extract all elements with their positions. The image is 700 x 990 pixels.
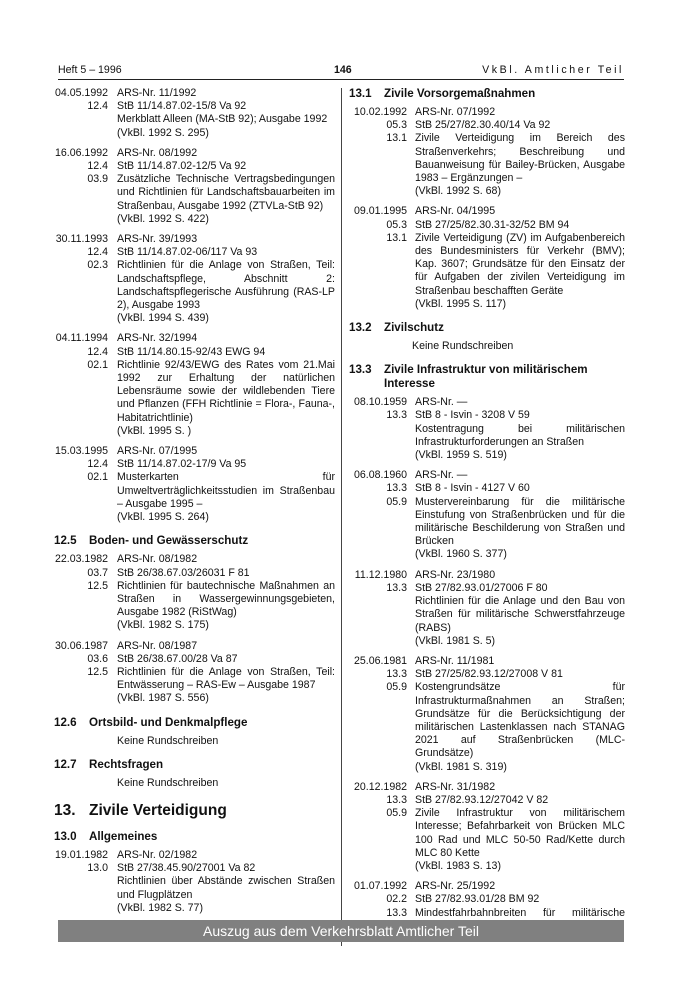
entry-line bbox=[40, 666, 335, 692]
publication-reference: (VkBl. 1992 S. 68) bbox=[415, 185, 501, 198]
entry-line bbox=[349, 893, 625, 906]
issue-label: Heft 5 – 1996 bbox=[58, 64, 122, 76]
section-number: 12.5 bbox=[54, 534, 77, 548]
page-header bbox=[58, 64, 624, 78]
right-column bbox=[349, 87, 625, 940]
entry-line bbox=[349, 482, 625, 495]
circular-number: ARS-Nr. 08/1982 bbox=[117, 553, 198, 566]
entry-line bbox=[349, 781, 625, 794]
classification-code: 05.3 bbox=[386, 218, 407, 231]
entry-date: 04.05.1992 bbox=[54, 87, 108, 99]
circular-number: ARS-Nr. 02/1982 bbox=[117, 848, 198, 861]
classification-code: 12.5 bbox=[87, 579, 108, 592]
entry-line bbox=[40, 259, 335, 312]
circular-entry bbox=[40, 87, 335, 140]
file-reference: StB 26/38.67.00/28 Va 87 bbox=[117, 652, 238, 665]
circular-number: ARS-Nr. 08/1987 bbox=[117, 639, 198, 652]
circular-entry bbox=[349, 781, 625, 873]
entry-line bbox=[349, 807, 625, 860]
circular-number: ARS-Nr. 07/1992 bbox=[415, 106, 496, 118]
section-number: 12.6 bbox=[54, 715, 77, 729]
no-circulars-note: Keine Rundschreiben bbox=[117, 776, 219, 789]
circular-number: ARS-Nr. — bbox=[415, 396, 468, 409]
entry-date: 22.03.1982 bbox=[54, 553, 108, 566]
circular-number: ARS-Nr. 04/1995 bbox=[415, 205, 496, 218]
entries-12-5 bbox=[40, 553, 335, 705]
entry-date: 20.12.1982 bbox=[353, 780, 407, 793]
circular-number: ARS-Nr. 32/1994 bbox=[117, 332, 198, 345]
circular-entry bbox=[40, 445, 335, 524]
section-number: 12.7 bbox=[54, 757, 77, 771]
file-reference: StB 27/82.93.12/27042 V 82 bbox=[415, 793, 549, 806]
classification-code: 05.3 bbox=[386, 119, 407, 132]
publication-reference: (VkBl. 1960 S. 377) bbox=[415, 548, 507, 561]
section-title: Boden- und Gewässerschutz bbox=[89, 534, 249, 548]
entry-line bbox=[40, 567, 335, 580]
circular-entry bbox=[349, 106, 625, 198]
file-reference: StB 11/14.80.15-92/43 EWG 94 bbox=[117, 345, 266, 358]
entry-date: 08.10.1959 bbox=[353, 396, 407, 409]
chapter-number: 13. bbox=[54, 801, 76, 819]
circular-number: ARS-Nr. 31/1982 bbox=[415, 780, 496, 793]
section-title: Allgemeines bbox=[89, 829, 158, 843]
circular-number: ARS-Nr. 11/1992 bbox=[117, 87, 197, 99]
publication-reference: (VkBl. 1992 S. 422) bbox=[117, 212, 209, 225]
classification-code: 12.4 bbox=[87, 160, 108, 173]
entry-date: 09.01.1995 bbox=[353, 205, 407, 218]
file-reference: StB 27/25/82.30.31-32/52 BM 94 bbox=[415, 218, 570, 231]
publication-reference: (VkBl. 1981 S. 5) bbox=[415, 634, 496, 647]
entry-date: 01.07.1992 bbox=[353, 880, 407, 893]
entry-date: 11.12.1980 bbox=[354, 568, 407, 581]
column-divider bbox=[341, 88, 342, 946]
entry-line bbox=[349, 569, 625, 582]
entry-line bbox=[40, 160, 335, 173]
entry-line bbox=[40, 113, 335, 126]
entry-date: 30.06.1987 bbox=[54, 639, 108, 652]
classification-code: 12.5 bbox=[87, 665, 108, 678]
section-heading-13-1 bbox=[349, 87, 625, 101]
section-heading-12-5 bbox=[40, 534, 335, 548]
circular-entry bbox=[349, 205, 625, 311]
entry-line bbox=[40, 445, 335, 458]
entry-title: Musterkarten für Umweltverträglichkeitsstudien im Straßenbau – Ausgabe 1995 – bbox=[117, 471, 335, 510]
entry-line bbox=[349, 219, 625, 232]
publication-reference: (VkBl. 1987 S. 556) bbox=[117, 692, 209, 705]
section-heading-13-0 bbox=[40, 830, 335, 844]
circular-entry bbox=[40, 640, 335, 706]
classification-code: 05.9 bbox=[386, 681, 407, 694]
entry-line bbox=[40, 233, 335, 246]
entry-line bbox=[349, 119, 625, 132]
publication-reference: (VkBl. 1982 S. 77) bbox=[117, 901, 203, 914]
entry-title: Richtlinien für die Anlage und den Bau von Straßen für militärische Schwerstfahrzeuge (RABS) bbox=[415, 595, 625, 634]
entry-date: 30.11.1993 bbox=[55, 233, 108, 246]
file-reference: StB 11/14.87.02-17/9 Va 95 bbox=[117, 458, 247, 471]
section-heading-13-3 bbox=[349, 363, 625, 391]
entry-line bbox=[349, 205, 625, 218]
entry-title: Mustervereinbarung für die militärische Einstufung von Straßenbrücken und für die militärische Beschilderung von Straßen und Brücken bbox=[415, 495, 625, 548]
page-number: 146 bbox=[334, 64, 352, 76]
file-reference: StB 11/14.87.02-06/117 Va 93 bbox=[117, 246, 258, 259]
publication-reference: (VkBl. 1992 S. 295) bbox=[117, 126, 209, 139]
entry-line bbox=[40, 100, 335, 113]
entry-title: Zivile Verteidigung im Bereich des Straßenverkehrs; Beschreibung und Bauanweisung für Bailey-Brücken, Ausgabe 1983 – Ergänzungen – bbox=[415, 132, 625, 185]
circular-entry bbox=[349, 655, 625, 774]
entry-title: Zivile Verteidigung (ZV) im Aufgabenbereich des Bundesministers für Verkehr (BMV); Kap. 3607; Grundsätze für den Einsatz der für Aufgaben der zivilen Verteidigung im Straßenbau beschafften Geräte bbox=[415, 231, 625, 297]
chapter-heading-13 bbox=[40, 802, 335, 820]
entry-line bbox=[40, 458, 335, 471]
classification-code: 12.4 bbox=[87, 345, 108, 358]
entry-date: 06.08.1960 bbox=[353, 469, 407, 482]
entry-line bbox=[349, 655, 625, 668]
circular-entry bbox=[40, 849, 335, 915]
entry-date: 10.02.1992 bbox=[353, 106, 407, 118]
entry-line bbox=[40, 332, 335, 345]
entry-date: 04.11.1994 bbox=[55, 332, 108, 345]
classification-code: 02.3 bbox=[87, 259, 108, 272]
file-reference: StB 8 - Isvin - 3208 V 59 bbox=[415, 409, 530, 422]
section-title: Zivilschutz bbox=[384, 321, 444, 335]
file-reference: StB 27/82.93.01/27006 F 80 bbox=[415, 581, 548, 594]
entry-line bbox=[40, 653, 335, 666]
left-column bbox=[40, 87, 335, 922]
section-number: 13.0 bbox=[54, 829, 77, 843]
entry-date: 25.06.1981 bbox=[353, 654, 407, 667]
header-rule bbox=[58, 79, 624, 80]
entry-line bbox=[40, 147, 335, 160]
classification-code: 13.3 bbox=[386, 793, 407, 806]
classification-code: 05.9 bbox=[386, 807, 407, 820]
file-reference: StB 27/82.93.01/28 BM 92 bbox=[415, 893, 540, 906]
entry-line bbox=[40, 246, 335, 259]
entries-13-0 bbox=[40, 849, 335, 915]
entry-line bbox=[40, 553, 335, 566]
classification-code: 12.4 bbox=[87, 458, 108, 471]
circular-number: ARS-Nr. 23/1980 bbox=[415, 568, 496, 581]
publication-reference: (VkBl. 1981 S. 319) bbox=[415, 760, 507, 773]
classification-code: 02.1 bbox=[87, 471, 108, 484]
circular-number: ARS-Nr. 08/1992 bbox=[117, 146, 198, 159]
section-number: 13.2 bbox=[349, 321, 372, 335]
entry-line bbox=[40, 849, 335, 862]
classification-code: 13.1 bbox=[386, 132, 407, 145]
circular-entry bbox=[40, 332, 335, 438]
entries-12-4 bbox=[40, 87, 335, 524]
classification-code: 02.1 bbox=[87, 358, 108, 371]
classification-code: 05.9 bbox=[386, 495, 407, 508]
publication-title: VkBl. Amtlicher Teil bbox=[482, 64, 624, 76]
section-title: Zivile Infrastruktur von militärischem Interesse bbox=[384, 363, 588, 391]
entry-line bbox=[40, 580, 335, 620]
entry-line bbox=[349, 423, 625, 449]
entry-line bbox=[40, 875, 335, 901]
publication-reference: (VkBl. 1983 S. 13) bbox=[415, 859, 501, 872]
classification-code: 12.4 bbox=[87, 246, 108, 259]
entry-line bbox=[349, 469, 625, 482]
entries-13-1 bbox=[349, 106, 625, 311]
entry-line bbox=[40, 640, 335, 653]
classification-code: 13.3 bbox=[386, 409, 407, 422]
circular-entry bbox=[349, 469, 625, 561]
circular-entry bbox=[40, 553, 335, 632]
entry-title: Richtlinien für bautechnische Maßnahmen an Straßen in Wassergewinnungsgebieten, Ausgabe 1982 (RiStWag) bbox=[117, 579, 335, 619]
entry-line bbox=[349, 409, 625, 422]
section-number: 13.1 bbox=[349, 87, 372, 100]
no-circulars-note: Keine Rundschreiben bbox=[412, 340, 514, 353]
entry-date: 19.01.1982 bbox=[54, 848, 108, 861]
entry-line bbox=[349, 880, 625, 893]
publication-reference: (VkBl. 1959 S. 519) bbox=[415, 449, 507, 462]
classification-code: 13.3 bbox=[386, 906, 407, 919]
classification-code: 13.3 bbox=[386, 668, 407, 681]
entry-line bbox=[40, 346, 335, 359]
classification-code: 13.1 bbox=[386, 231, 407, 244]
entry-title: Kostentragung bei militärischen Infrastrukturforderungen an Straßen bbox=[415, 422, 625, 448]
entry-line bbox=[349, 396, 625, 409]
chapter-title: Zivile Verteidigung bbox=[89, 801, 227, 819]
entry-title: Zusätzliche Technische Vertragsbedingungen und Richtlinien für Landschaftsbauarbeiten im Straßenbau, Ausgabe 1992 (ZTVLa-StB 92) bbox=[117, 173, 335, 212]
publication-reference: (VkBl. 1995 S. 117) bbox=[415, 297, 507, 310]
entry-date: 16.06.1992 bbox=[54, 146, 108, 159]
entry-line bbox=[349, 582, 625, 595]
entry-title: Richtlinien über Abstände zwischen Straßen und Flugplätzen bbox=[117, 875, 335, 901]
entry-title: Zivile Infrastruktur von militärischem Interesse; Befahrbarkeit von Brücken MLC 100 Rad und MLC 50-50 Rad/Kette durch MLC 80 Kette bbox=[415, 807, 625, 859]
file-reference: StB 27/38.45.90/27001 Va 82 bbox=[117, 862, 256, 875]
section-heading-12-6 bbox=[40, 716, 335, 730]
classification-code: 13.3 bbox=[386, 482, 407, 495]
entries-13-3 bbox=[349, 396, 625, 933]
entry-date: 15.03.1995 bbox=[54, 445, 108, 458]
publication-reference: (VkBl. 1982 S. 175) bbox=[117, 619, 209, 632]
entry-title: Richtlinien für die Anlage von Straßen, Teil: Landschaftspflege, Abschnitt 2: Landschaftspflegerische Ausführung (RAS-LP 2), Ausgabe 1993 bbox=[117, 259, 335, 312]
classification-code: 03.9 bbox=[87, 173, 108, 186]
publication-reference: (VkBl. 1995 S. ) bbox=[117, 424, 192, 437]
classification-code: 03.6 bbox=[87, 652, 108, 665]
classification-code: 02.2 bbox=[386, 893, 407, 906]
circular-entry bbox=[40, 233, 335, 325]
section-title: Zivile Vorsorgemaßnahmen bbox=[384, 87, 536, 100]
circular-number: ARS-Nr. 07/1995 bbox=[117, 445, 198, 458]
entry-line bbox=[349, 132, 625, 185]
entry-title: Merkblatt Alleen (MA-StB 92); Ausgabe 1992 bbox=[117, 113, 328, 126]
entry-line bbox=[40, 173, 335, 213]
classification-code: 13.3 bbox=[386, 581, 407, 594]
classification-code: 03.7 bbox=[87, 566, 108, 579]
entry-line bbox=[349, 232, 625, 298]
entry-title: Richtlinie 92/43/EWG des Rates vom 21.Mai 1992 zur Erhaltung der natürlichen Lebensräume sowie der wildlebenden Tiere und Pflanzen (FFH Richtlinie = Flora-, Fauna-, Habitatrichtlinie) bbox=[117, 358, 335, 424]
entry-title: Mindestfahrbahnbreiten für militärische bbox=[415, 906, 625, 919]
file-reference: StB 27/25/82.93.12/27008 V 81 bbox=[415, 668, 563, 681]
circular-number: ARS-Nr. 25/1992 bbox=[415, 880, 496, 893]
entry-line bbox=[349, 681, 625, 760]
entry-line bbox=[40, 862, 335, 875]
section-heading-13-2 bbox=[349, 321, 625, 335]
footer-banner: Auszug aus dem Verkehrsblatt Amtlicher Teil bbox=[58, 920, 624, 942]
entry-title: Richtlinien für die Anlage von Straßen, Teil: Entwässerung – RAS-Ew – Ausgabe 1987 bbox=[117, 665, 335, 692]
entry-line bbox=[40, 87, 335, 100]
circular-entry bbox=[349, 396, 625, 462]
circular-number: ARS-Nr. 11/1981 bbox=[415, 654, 495, 667]
file-reference: StB 11/14.87.02-12/5 Va 92 bbox=[117, 160, 247, 173]
publication-reference: (VkBl. 1995 S. 264) bbox=[117, 511, 209, 524]
file-reference: StB 25/27/82.30.40/14 Va 92 bbox=[415, 119, 551, 132]
entry-line bbox=[349, 794, 625, 807]
file-reference: StB 26/38.67.03/26031 F 81 bbox=[117, 566, 250, 579]
file-reference: StB 11/14.87.02-15/8 Va 92 bbox=[117, 100, 247, 113]
section-title: Ortsbild- und Denkmalpflege bbox=[89, 715, 248, 729]
circular-number: ARS-Nr. 39/1993 bbox=[117, 233, 198, 246]
classification-code: 13.0 bbox=[87, 862, 108, 875]
entry-line bbox=[349, 106, 625, 119]
circular-number: ARS-Nr. — bbox=[415, 469, 468, 482]
entry-line bbox=[349, 496, 625, 549]
circular-entry bbox=[40, 147, 335, 226]
publication-reference: (VkBl. 1994 S. 439) bbox=[117, 312, 209, 325]
section-title: Rechtsfragen bbox=[89, 757, 164, 771]
entry-title: Kostengrundsätze für Infrastrukturmaßnahmen an Straßen; Grundsätze für die Berücksichtigung der militärischen Lastenklassen nach STANAG 2021 auf Straßenbrücken (MLC-Grundsätze) bbox=[415, 681, 625, 760]
no-circulars-note: Keine Rundschreiben bbox=[117, 734, 219, 747]
entry-line bbox=[40, 471, 335, 511]
entry-line bbox=[40, 359, 335, 425]
entry-line bbox=[349, 595, 625, 635]
section-number: 13.3 bbox=[349, 363, 372, 377]
file-reference: StB 8 - Isvin - 4127 V 60 bbox=[415, 482, 530, 495]
section-heading-12-7 bbox=[40, 758, 335, 772]
classification-code: 12.4 bbox=[87, 100, 108, 113]
circular-entry bbox=[349, 569, 625, 648]
entry-line bbox=[349, 668, 625, 681]
